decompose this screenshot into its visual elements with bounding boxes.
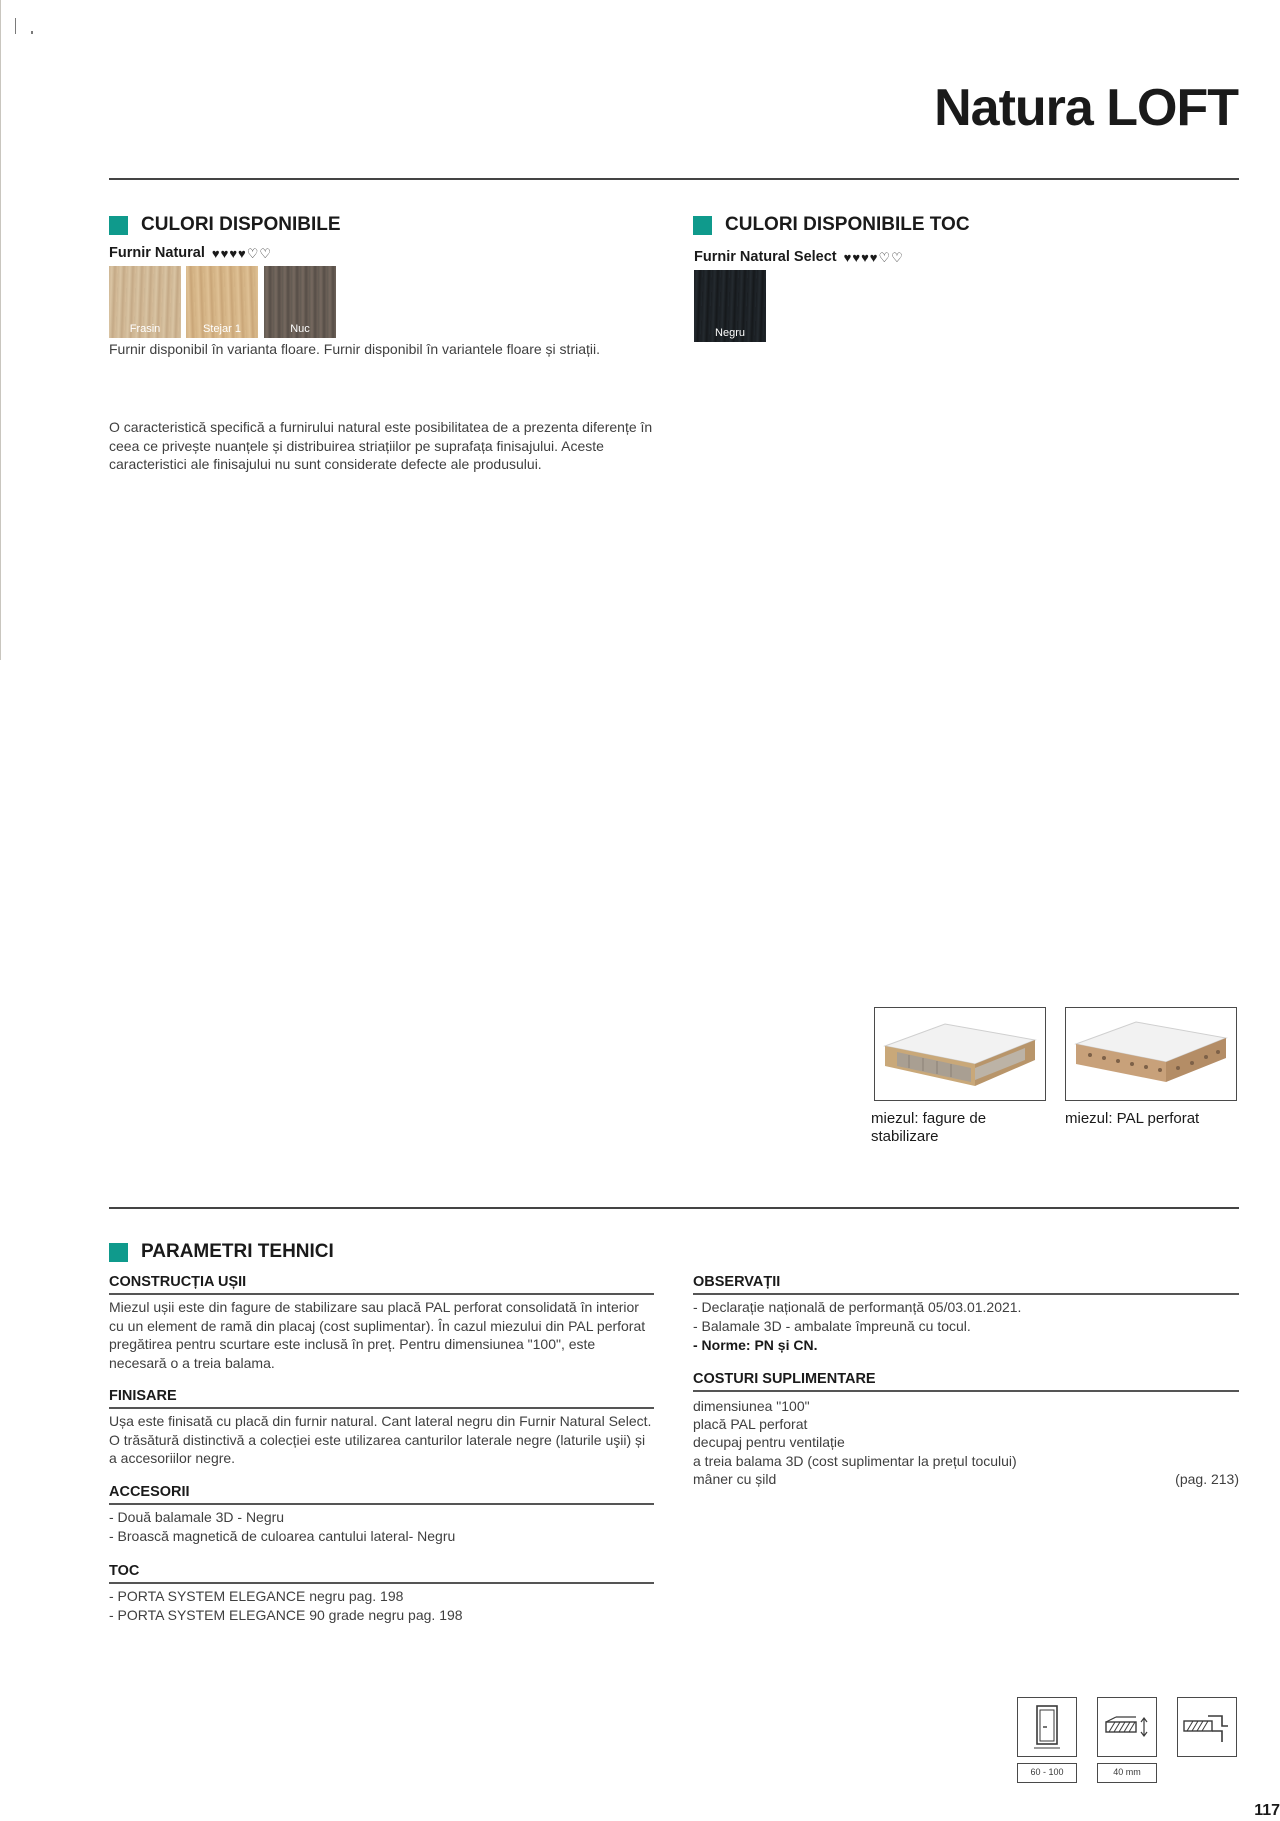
accessories-item: - Două balamale 3D - Negru <box>109 1509 285 1525</box>
crop-mark <box>15 18 16 34</box>
observations-item: - Balamale 3D - ambalate împreună cu tocul. <box>693 1318 971 1334</box>
frame-item: - PORTA SYSTEM ELEGANCE 90 grade negru pag. 198 <box>109 1607 463 1623</box>
filled-heart-icon: ♥ <box>843 249 852 265</box>
core-pal-caption: miezul: PAL perforat <box>1065 1110 1200 1127</box>
empty-heart-icon: ♡ <box>878 249 891 265</box>
core-honeycomb-caption: miezul: fagure de stabilizare <box>871 1110 987 1145</box>
page-number: 117 <box>1254 1802 1280 1819</box>
extra-costs-page-ref: (pag. 213) <box>1175 1471 1239 1487</box>
honeycomb-core-illustration <box>875 1008 1046 1101</box>
frame-heading: TOC <box>109 1563 140 1579</box>
accessories-rule <box>109 1503 654 1505</box>
teal-square-icon <box>109 216 128 235</box>
page-edge-line <box>0 0 1 660</box>
empty-heart-icon: ♡ <box>246 245 259 261</box>
core-honeycomb-image <box>874 1007 1046 1101</box>
empty-heart-icon: ♡ <box>259 245 272 261</box>
swatch-label: Frasin <box>129 323 161 335</box>
swatch-frasin[interactable] <box>109 266 181 338</box>
swatch-nuc[interactable] <box>264 266 336 338</box>
accessories-heading: ACCESORII <box>109 1484 190 1500</box>
rebate-profile-icon <box>1177 1697 1237 1757</box>
frame-colors-heading <box>693 214 970 236</box>
observations-item: - Declarație națională de performanță 05/03.01.2021. <box>693 1299 1022 1315</box>
colors-heading <box>109 214 341 236</box>
observations-heading: OBSERVAȚII <box>693 1274 781 1290</box>
filled-heart-icon: ♥ <box>211 245 220 261</box>
colors-subheading <box>109 245 272 261</box>
technical-divider <box>109 1207 1239 1209</box>
swatch-stejar-1[interactable] <box>186 266 258 338</box>
extra-costs-rule <box>693 1390 1239 1392</box>
extra-cost-item: placă PAL perforat <box>693 1416 808 1432</box>
filled-heart-icon: ♥ <box>220 245 229 261</box>
construction-heading: CONSTRUCȚIA UȘII <box>109 1274 247 1290</box>
extra-cost-item: decupaj pentru ventilație <box>693 1434 845 1450</box>
filled-heart-icon: ♥ <box>238 245 246 261</box>
teal-square-icon <box>109 1243 128 1262</box>
observations-rule <box>693 1293 1239 1295</box>
finish-text: Ușa este finisată cu placă din furnir natural. Cant lateral negru din Furnir Natural Select. O trăsătură distinctivă a colecției este utilizarea canturilor laterale negre (laturile uşii) și a accesoriilor negre. <box>109 1413 652 1466</box>
construction-rule <box>109 1293 654 1295</box>
frame-item: - PORTA SYSTEM ELEGANCE negru pag. 198 <box>109 1588 404 1604</box>
filled-heart-icon: ♥ <box>852 249 861 265</box>
extra-cost-item: mâner cu șild <box>693 1471 777 1487</box>
swatch-label: Nuc <box>290 323 310 335</box>
rating-hearts <box>212 247 272 260</box>
colors-subheading-text: Furnir Natural <box>109 245 205 261</box>
core-pal-image <box>1065 1007 1237 1101</box>
observations-norms: - Norme: PN și CN. <box>693 1337 818 1353</box>
colors-heading-text: CULORI DISPONIBILE <box>141 214 341 235</box>
swatch-label: Stejar 1 <box>203 323 241 335</box>
extra-costs-heading: COSTURI SUPLIMENTARE <box>693 1371 876 1387</box>
technical-heading <box>109 1241 334 1263</box>
swatch-negru[interactable] <box>694 270 766 342</box>
construction-text: Miezul ușii este din fagure de stabilizare sau placă PAL perforat consolidată în interior cu un element de ramă din placaj (cost suplimentar). În cazul miezului din PAL perforat pregătirea pentru scurtare este inclusă în preț. Pentru dimensiunea "100", este necesară o a treia balama. <box>109 1299 646 1371</box>
extra-cost-item: a treia balama 3D (cost suplimentar la prețul tocului) <box>693 1453 1017 1469</box>
extra-cost-item: dimensiunea "100" <box>693 1398 810 1414</box>
frame-rule <box>109 1582 654 1584</box>
teal-square-icon <box>693 216 712 235</box>
filled-heart-icon: ♥ <box>229 245 238 261</box>
frame-colors-subheading-text: Furnir Natural Select <box>694 249 837 265</box>
page-title: Natura LOFT <box>934 79 1238 137</box>
door-thickness-icon <box>1097 1697 1157 1757</box>
filled-heart-icon: ♥ <box>869 249 878 265</box>
swatch-label: Negru <box>715 327 745 339</box>
filled-heart-icon: ♥ <box>861 249 869 265</box>
frame-colors-subheading <box>694 249 904 265</box>
technical-heading-text: PARAMETRI TEHNICI <box>141 1241 334 1262</box>
veneer-description: O caracteristică specifică a furnirului natural este posibilitatea de a prezenta diferențe în ceea ce privește nuanțele și distribuirea striațiilor pe suprafața finisajului. Aceste caracteristici ale finisajului nu sunt considerate defecte ale produsului. <box>109 419 653 472</box>
accessories-item: - Broască magnetică de culoarea cantului lateral- Negru <box>109 1528 456 1544</box>
top-divider <box>109 178 1239 180</box>
empty-heart-icon: ♡ <box>891 249 903 265</box>
door-thickness-label: 40 mm <box>1097 1763 1157 1783</box>
finish-heading: FINISARE <box>109 1388 177 1404</box>
pal-core-illustration <box>1066 1008 1237 1101</box>
veneer-note: Furnir disponibil în varianta floare. Furnir disponibil în variantele floare și striații. <box>109 341 600 357</box>
door-width-label: 60 - 100 <box>1017 1763 1077 1783</box>
finish-rule <box>109 1407 654 1409</box>
crop-mark-dot <box>31 31 33 34</box>
rating-hearts <box>844 251 904 264</box>
frame-colors-heading-text: CULORI DISPONIBILE TOC <box>725 214 970 235</box>
door-width-icon <box>1017 1697 1077 1757</box>
